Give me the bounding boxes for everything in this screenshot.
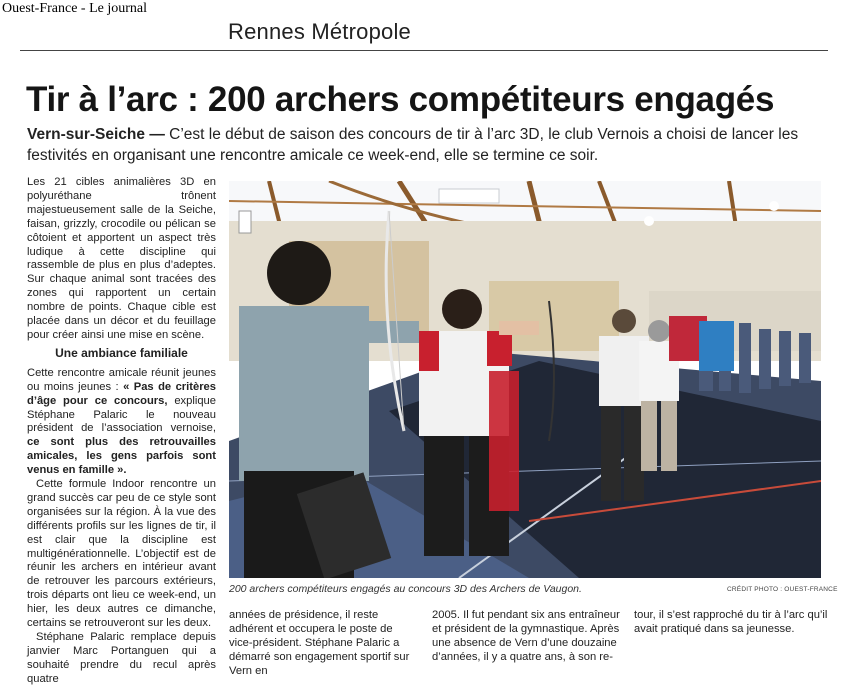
p2-quote-b: ce sont plus des retrouvailles amicales, les gens parfois sont venus en famille ». [27,436,216,477]
paragraph-3: Cette formule Indoor rencontre un grand succès car peu de ce style sont organisées sur la région. À la vue des différents profils sur les lignes de tir, il est clair que la discipline est multigénérationnelle. L’objectif est de réunir les archers en intérieur avant de retrouver les parcours extérieurs, trois départs ont lieu ce week-end, un hier, les deux autres ce dimanche, certains se retrouveront sur les deux. [27,478,216,630]
p2-quote-a: « Pas de critères d’âge pour ce concours, [27,380,217,407]
article-column-1 [27,176,216,687]
paragraph-1: Les 21 cibles animalières 3D en polyuréthane trônent majestueusement salle de la Seiche, faisan, grizzly, crocodile ou pélican se côtoient et apportent un aspect très ludique à cette discipline qui rassemble de plus en plus d’adeptes. Sur chaque animal sont tracées des zones qui rapportent un certain nombre de points. Chaque cible est placée dans un décor et du feuillage pour créer ainsi une mise en scène. [27,176,216,341]
article-lead [27,124,817,166]
article-headline: Tir à l’arc : 200 archers compétiteurs engagés [26,80,775,119]
photo-credit: CRÉDIT PHOTO : OUEST-FRANCE [727,586,838,593]
photo-caption: 200 archers compétiteurs engagés au concours 3D des Archers de Vaugon. [229,583,582,595]
p2-text-a: Cette rencontre amicale réunit jeunes ou moins jeunes : [27,366,216,393]
section-title: Rennes Métropole [228,19,411,44]
p2-text-b: explique Stéphane Palaric le nouveau président de l’association vernoise, [27,394,216,435]
paragraph-4: Stéphane Palaric remplace depuis janvier Marc Portanguen qui a souhaité prendre du recul après quatre [27,631,216,685]
lead-place: Vern-sur-Seiche — [27,126,165,143]
article-column-3: 2005. Il fut pendant six ans entraîneur et président de la gymnastique. Après une absence de Vern d’une douzaine d’années, il y a quatre ans, à son re- [432,609,620,663]
newspaper-source: Ouest-France - Le journal [2,1,147,16]
article-column-4: tour, il s’est rapproché du tir à l’arc qu’il avait pratiqué dans sa jeunesse. [634,609,828,635]
article-photo [229,181,821,578]
article-column-2: années de présidence, il reste adhérent et occupera le poste de vice-président. Stéphane Palaric a démarré son engagement sportif sur Vern en [229,609,410,677]
paragraph-2 [27,367,216,478]
lead-text: C’est le début de saison des concours de tir à l’arc 3D, le club Vernois a choisi de lancer les festivités en organisant une rencontre amicale ce week-end, elle se termine ce soir. [27,126,799,164]
subheading: Une ambiance familiale [55,345,188,360]
section-rule [20,50,828,51]
